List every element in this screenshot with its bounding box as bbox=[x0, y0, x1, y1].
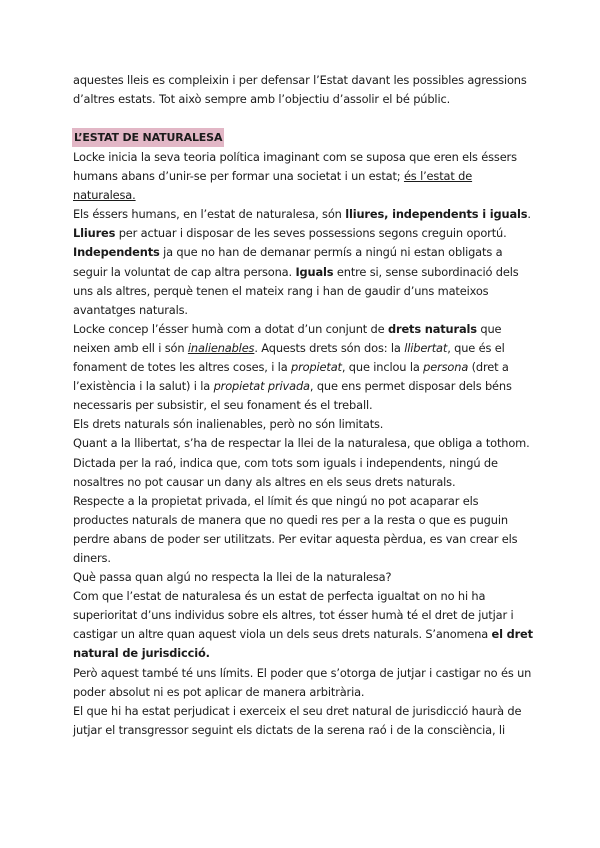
text-line: castigar un altre quan aquest viola un dels seus drets naturals. S’anomena el dret bbox=[73, 627, 533, 642]
text-line bbox=[73, 644, 533, 663]
text-line: d’altres estats. Tot això sempre amb l’objectiu d’assolir el bé públic. bbox=[73, 92, 451, 107]
text-line: Respecte a la propietat privada, el límit és que ningú no pot acaparar els bbox=[73, 493, 479, 508]
italic-term: propietat bbox=[291, 360, 342, 375]
text-line: uns als altres, perquè tenen el mateix rang i han de gaudir d’uns mateixos bbox=[73, 283, 489, 298]
section-heading: L’ESTAT DE NATURALESA bbox=[72, 128, 224, 147]
text-line: superioritat d’uns individus sobre els altres, tot ésser humà té el dret de jutjar i bbox=[73, 608, 514, 623]
bold-term: Iguals bbox=[295, 264, 334, 279]
text-line: Com que l’estat de naturalesa és un estat de perfecta igualtat on no hi ha bbox=[73, 589, 486, 604]
text-line: poder absolut ni es pot aplicar de manera arbitrària. bbox=[73, 684, 365, 699]
text-line: jutjar el transgressor seguint els dictats de la serena raó i de la consciència, li bbox=[73, 722, 505, 737]
section-body bbox=[73, 148, 533, 740]
text-line: productes naturals de manera que no quedi res per a la resta o que es puguin bbox=[73, 512, 508, 527]
intro-paragraph bbox=[73, 71, 533, 109]
text-line: Quant a la llibertat, s’ha de respectar la llei de la naturalesa, que obliga a tothom. bbox=[73, 436, 530, 451]
text-line: humans abans d’unir-se per formar una societat i un estat; és l’estat de bbox=[73, 169, 473, 184]
bold-term: el dret bbox=[491, 627, 533, 642]
text-line: neixen amb ell i són inalienables. Aquests drets són dos: la llibertat, que és el bbox=[73, 340, 505, 355]
italic-term: llibertat bbox=[404, 340, 448, 355]
text-line: l’existència i la salut) i la propietat privada, que ens permet disposar dels béns bbox=[73, 379, 512, 394]
text-line: nosaltres no pot causar un dany als altres en els seus drets naturals. bbox=[73, 474, 456, 489]
bold-term: Lliures bbox=[73, 226, 116, 241]
text-line: seguir la voluntat de cap altra persona. Iguals entre si, sense subordinació dels bbox=[73, 264, 519, 279]
text-line: fonament de totes les altres coses, i la propietat, que inclou la persona (dret a bbox=[73, 360, 509, 375]
underlined-definition: naturalesa. bbox=[73, 188, 136, 203]
italic-term: persona bbox=[423, 360, 469, 375]
text-line: Lliures per actuar i disposar de les seves possessions segons creguin oportú. bbox=[73, 226, 507, 241]
text-line: Els drets naturals són inalienables, però no són limitats. bbox=[73, 417, 384, 432]
text-line bbox=[73, 186, 533, 205]
text-line: perdre abans de poder ser utilitzats. Per evitar aquesta pèrdua, es van crear els bbox=[73, 531, 518, 546]
text-line: Però aquest també té uns límits. El poder que s’otorga de jutjar i castigar no és un bbox=[73, 665, 532, 680]
underlined-definition: és l’estat de bbox=[403, 169, 473, 184]
text-line: Locke inicia la seva teoria política imaginant com se suposa que eren els éssers bbox=[73, 150, 517, 164]
text-line: avantatges naturals. bbox=[73, 302, 188, 317]
text-line: diners. bbox=[73, 550, 111, 565]
text-line: aquestes lleis es compleixin i per defensar l’Estat davant les possibles agressions bbox=[73, 73, 527, 87]
section-heading-row bbox=[73, 128, 533, 147]
text-line: El que hi ha estat perjudicat i exerceix el seu dret natural de jurisdicció haurà de bbox=[73, 703, 522, 718]
text-line: Els éssers humans, en l’estat de naturalesa, són lliures, independents i iguals. bbox=[73, 207, 531, 222]
bold-term: lliures, independents i iguals bbox=[345, 207, 528, 222]
bold-term: drets naturals bbox=[387, 321, 477, 336]
bold-term: natural de jurisdicció. bbox=[73, 646, 210, 661]
italic-underlined-term: inalienables bbox=[187, 340, 255, 355]
bold-term: Independents bbox=[73, 245, 160, 260]
text-line: Què passa quan algú no respecta la llei de la naturalesa? bbox=[73, 570, 392, 585]
text-line: Independents ja que no han de demanar permís a ningú ni estan obligats a bbox=[73, 245, 503, 260]
text-line: Locke concep l’ésser humà com a dotat d’un conjunt de drets naturals que bbox=[73, 321, 502, 336]
text-line: necessaris per subsistir, el seu fonament és el treball. bbox=[73, 398, 373, 413]
text-line: Dictada per la raó, indica que, com tots som iguals i independents, ningú de bbox=[73, 455, 498, 470]
italic-term: propietat privada bbox=[213, 379, 310, 394]
